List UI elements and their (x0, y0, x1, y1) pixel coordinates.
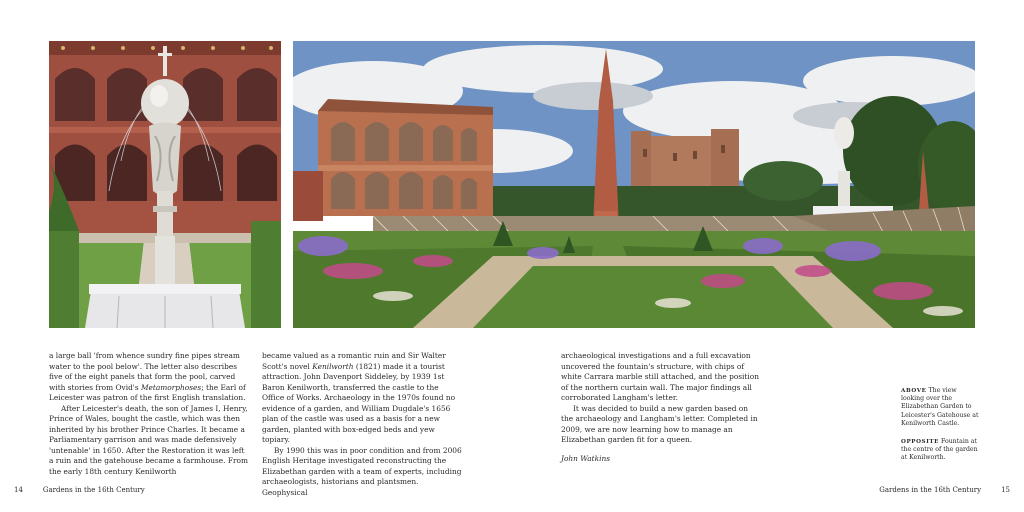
col1-paragraph-1 (49, 351, 249, 404)
col2-paragraph-2: By 1990 this was in poor condition and from 2006 English Heritage investigated reconstructing the Elizabethan garden with a team of experts, including archaeologists, historians and plantsmen. Geophysical (262, 445, 462, 497)
right-page-number: 15 (1001, 486, 1010, 494)
body-column-2 (262, 351, 462, 498)
col3-paragraph-1: archaeological investigations and a full excavation uncovered the fountain's structure, with chips of white Carrara marble still attached, and the position of the northern curtain wall. The major findings all corroborated Langham's letter. (561, 351, 759, 402)
caption-opposite-lead: OPPOSITE (901, 439, 940, 445)
body-column-1 (49, 351, 249, 477)
fountain-aviary-photo (49, 41, 281, 328)
caption-opposite-text: Fountain at the centre of the garden at Kenilworth. (901, 438, 978, 462)
col2-p1-italic: Kenilworth (312, 361, 354, 371)
col2-p1-text-a: became valued as a romantic ruin and Sir Walter Scott's novel (262, 351, 446, 371)
col2-paragraph-1 (262, 351, 462, 446)
body-column-3 (561, 351, 761, 464)
caption-above-text: The view looking over the Elizabethan Garden to Leicester's Gatehouse at Kenilworth Castle. (901, 387, 979, 427)
col2-p1-text-b: (1821) made it a tourist attraction. John Davenport Siddeley, by 1939 1st Baron Kenilworth, transferred the castle to the Office of Works. Archaeology in the 1970s found no evidence of a garden, and William Dugdale's 1656 plan of the castle was used as a basis for a new garden, planted with box-edged beds and yew topiary. (262, 361, 456, 444)
col1-p1-text-b: ; the Earl of Leicester was patron of the first English translation. (49, 382, 246, 402)
running-title-right: Gardens in the 16th Century (879, 486, 982, 494)
author-signature: John Watkins (561, 453, 611, 463)
caption-above-lead: ABOVE (901, 388, 927, 394)
col3-paragraph-2: It was decided to build a new garden based on the archaeology and Langham's letter. Completed in 2009, we are now learning how to manage an Elizabethan garden fit for a queen. (561, 403, 758, 444)
col1-paragraph-2: After Leicester's death, the son of James I, Henry, Prince of Wales, bought the castle, which was then inherited by his brother Prince Charles. It became a Parliamentary garrison and was made defensively 'untenable' in 1650. After the Restoration it was left a ruin and the gatehouse became a farmhouse. From the early 18th century Kenilworth (49, 403, 248, 476)
col1-p1-text-a: a large ball 'from whence sundry fine pipes stream water to the pool below'. The letter also describes five of the eight panels that form the pool, carved with stories from Ovid's (49, 351, 240, 392)
caption-above (901, 387, 979, 428)
folio-right (879, 486, 1010, 494)
col1-p1-italic: Metamorphoses (140, 382, 202, 392)
left-page-number: 14 (14, 486, 23, 494)
folio-left (14, 486, 145, 494)
running-title-left: Gardens in the 16th Century (42, 486, 145, 494)
caption-opposite (901, 438, 979, 463)
elizabethan-garden-photo (293, 41, 975, 328)
